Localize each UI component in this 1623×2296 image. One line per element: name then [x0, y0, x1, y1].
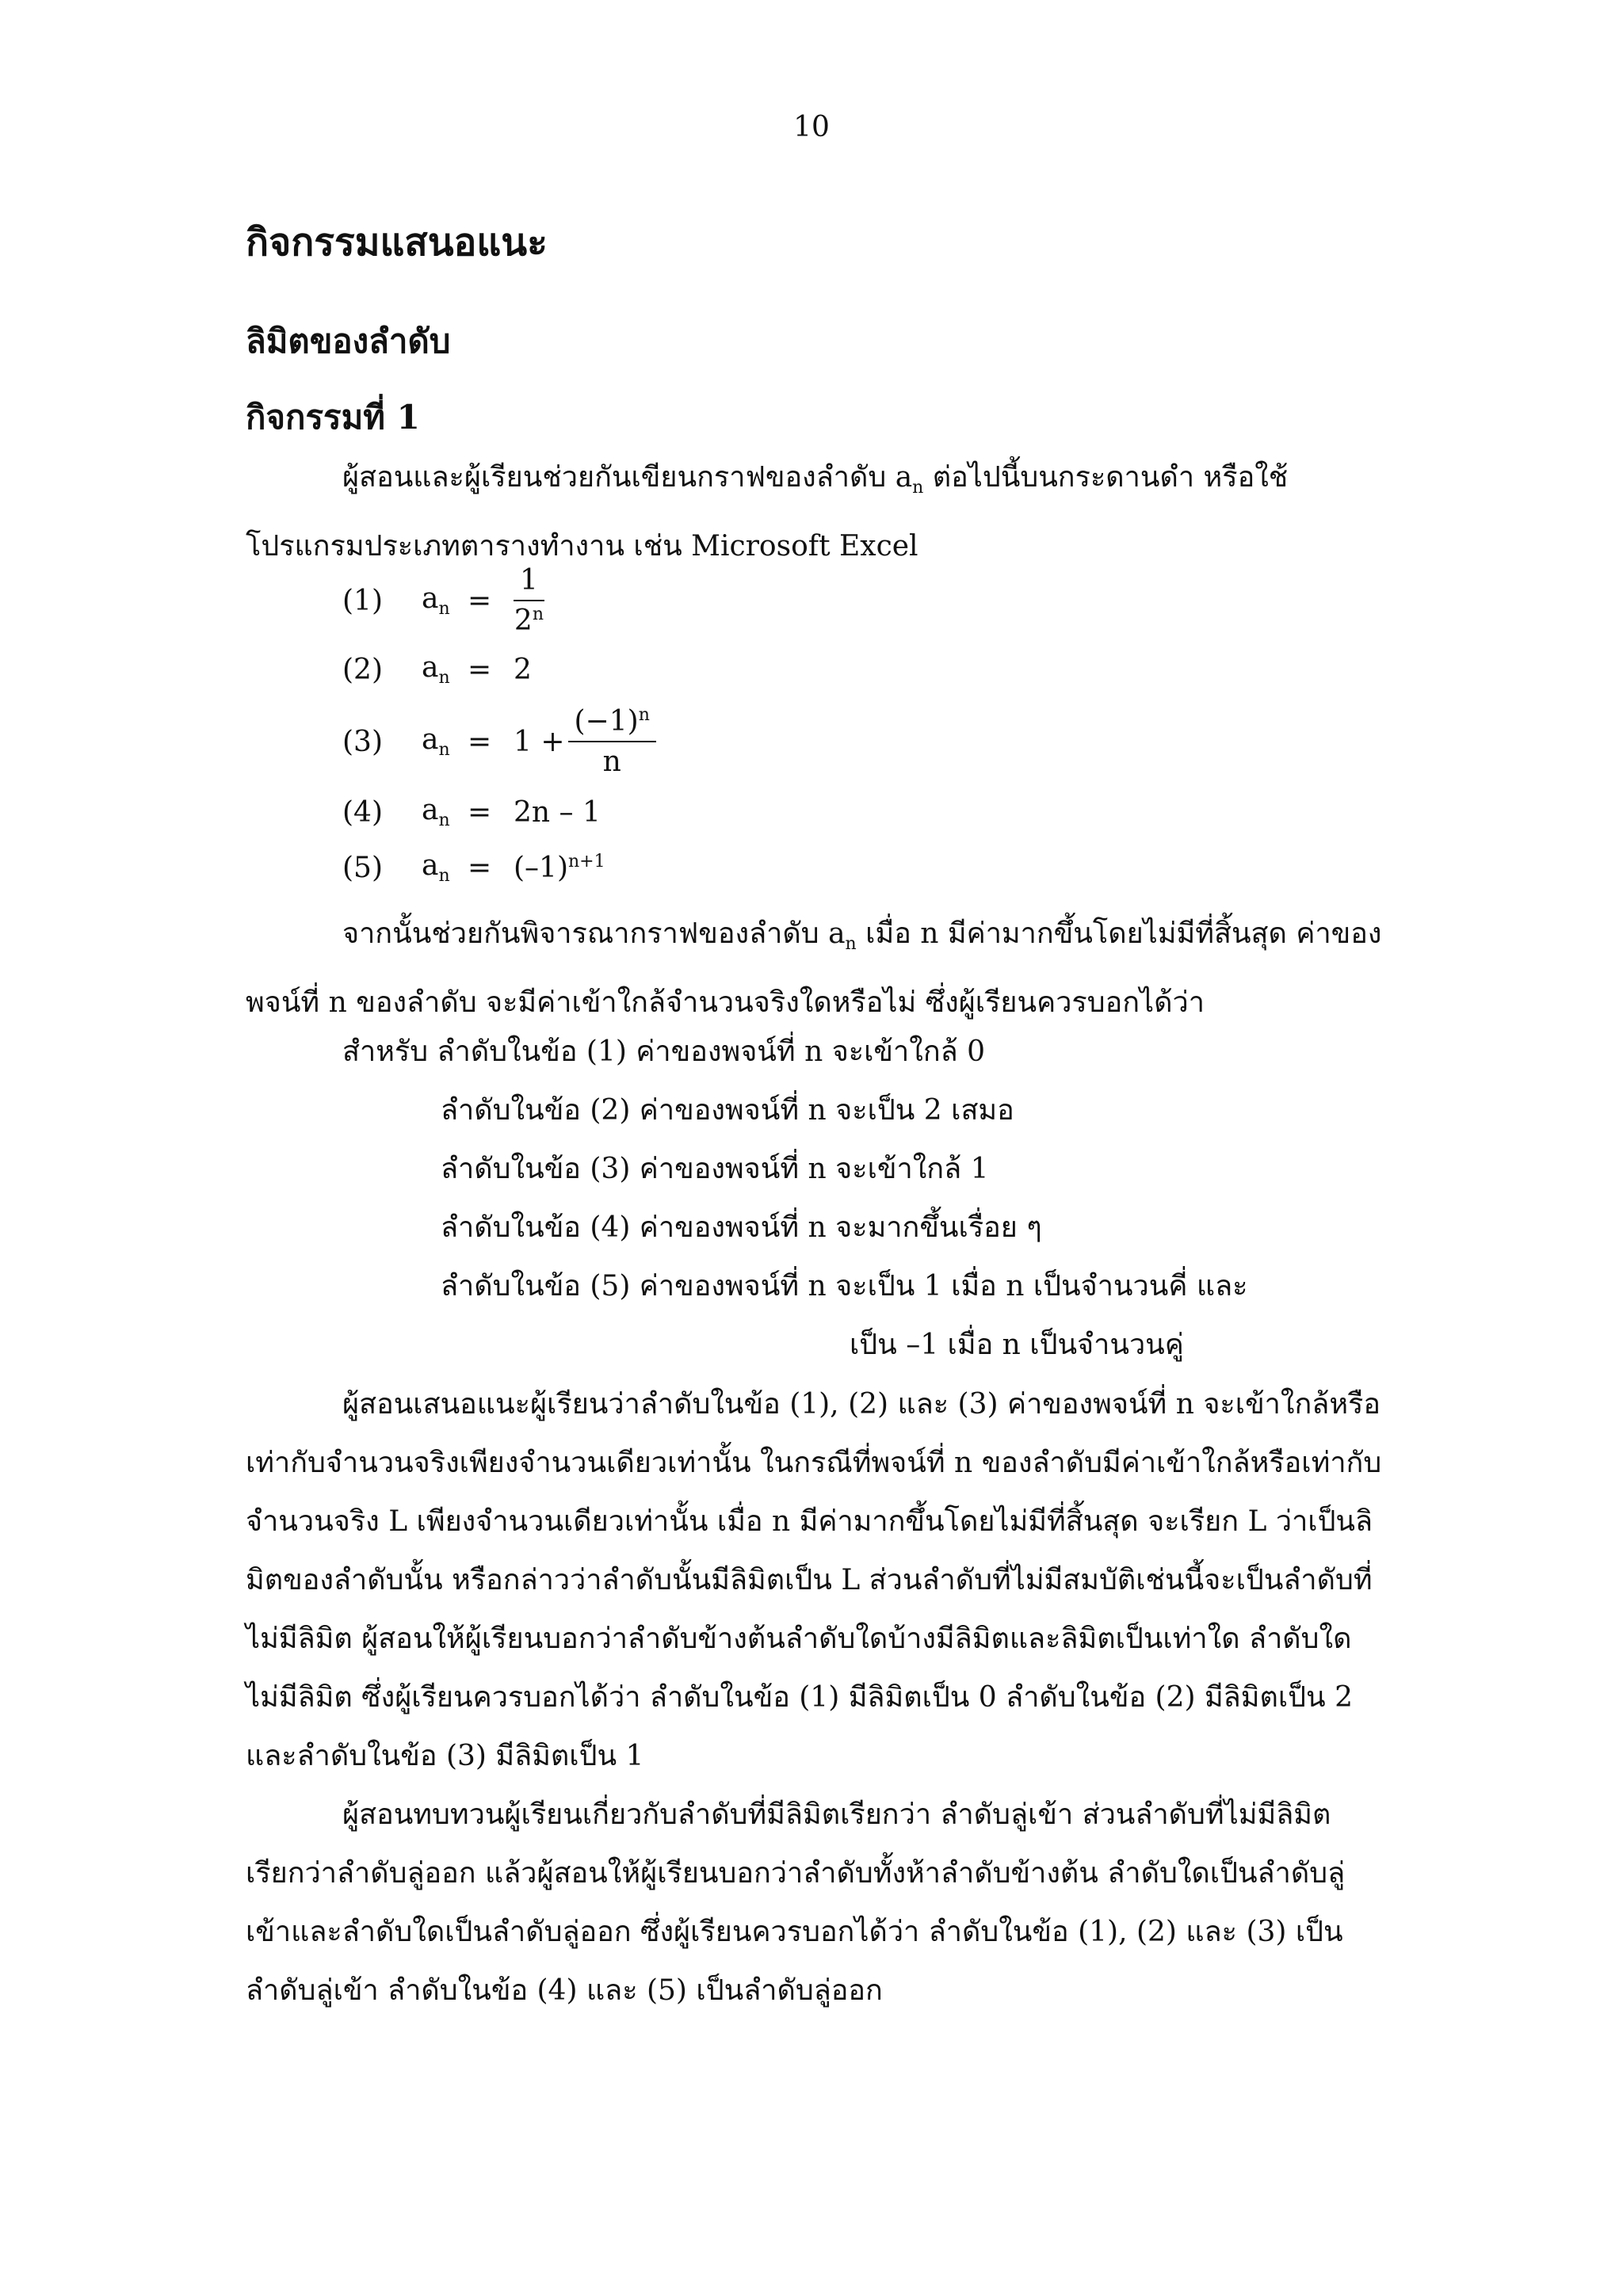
result-item-2: ลำดับในข้อ (2) ค่าของพจน์ที่ n จะเป็น 2 เสมอ: [441, 1094, 1014, 1127]
convergence-paragraph: ผู้สอนทบทวนผู้เรียนเกี่ยวกับลำดับที่มีลิมิตเรียกว่า ลำดับลู่เข้า ส่วนลำดับที่ไม่มีลิมิตเรียกว่าลำดับลู่ออก แล้วผู้สอนให้ผู้เรียนบอกว่าลำดับทั้งห้าลำดับข้างต้น ลำดับใดเป็นลำดับลู่เข้าและลำดับใดเป็นลำดับลู่ออก ซึ่งผู้เรียนควรบอกได้ว่า ลำดับในข้อ (1), (2) และ (3) เป็นลำดับลู่เข้า ลำดับในข้อ (4) และ (5) เป็นลำดับลู่ออก: [246, 1798, 1346, 2007]
result-item-5: ลำดับในข้อ (5) ค่าของพจน์ที่ n จะเป็น 1 เมื่อ n เป็นจำนวนคี่ และ: [441, 1270, 1248, 1302]
equation-4: (4) $a_n$ = 2n – 1: [342, 794, 601, 831]
result-item-1: สำหรับ ลำดับในข้อ (1) ค่าของพจน์ที่ n จะเข้าใกล้ 0: [342, 1035, 986, 1068]
equation-2: (2) $a_n$ = 2: [342, 651, 532, 688]
limit-paragraph: ผู้สอนเสนอแนะผู้เรียนว่าลำดับในข้อ (1), (2) และ (3) ค่าของพจน์ที่ n จะเข้าใกล้หรือเท่ากับจำนวนจริงเพียงจำนวนเดียวเท่านั้น ในกรณีที่พจน์ที่ n ของลำดับมีค่าเข้าใกล้หรือเท่ากับจำนวนจริง L เพียงจำนวนเดียวเท่านั้น เมื่อ n มีค่ามากขึ้นโดยไม่มีที่สิ้นสุด จะเรียก L ว่าเป็นลิมิตของลำดับนั้น หรือกล่าวว่าลำดับนั้นมีลิมิตเป็น L ส่วนลำดับที่ไม่มีสมบัติเช่นนี้จะเป็นลำดับที่ไม่มีลิมิต ผู้สอนให้ผู้เรียนบอกว่าลำดับข้างต้นลำดับใดบ้างมีลิมิตและลิมิตเป็นเท่าใด ลำดับใดไม่มีลิมิต ซึ่งผู้เรียนควรบอกได้ว่า ลำดับในข้อ (1) มีลิมิตเป็น 0 ลำดับในข้อ (2) มีลิมิตเป็น 2 และลำดับในข้อ (3) มีลิมิตเป็น 1: [246, 1388, 1382, 1772]
topic-title: ลิมิตของลำดับ: [246, 322, 451, 360]
page-number: 10: [793, 111, 830, 143]
result-item-3: ลำดับในข้อ (3) ค่าของพจน์ที่ n จะเข้าใกล้ 1: [441, 1153, 989, 1185]
result-item-4: ลำดับในข้อ (4) ค่าของพจน์ที่ n จะมากขึ้นเรื่อย ๆ: [441, 1211, 1042, 1244]
intro-paragraph: ผู้สอนและผู้เรียนช่วยกันเขียนกราฟของลำดับ $a_n$ ต่อไปนี้บนกระดานดำ หรือใช้โปรแกรมประเภทตารางทำงาน เช่น Microsoft Excel: [246, 461, 1289, 563]
section-title: กิจกรรมแสนอแนะ: [246, 220, 548, 265]
equation-3: (3) $a_n$ = 1 + $\frac{(-1)^n}{n}$: [342, 705, 656, 778]
activity-title: กิจกรรมที่ 1: [246, 398, 420, 437]
fraction: $\frac{1}{2^n}$: [514, 564, 544, 637]
fraction: $\frac{(-1)^n}{n}$: [568, 705, 656, 778]
equation-1: (1) $a_n$ = $\frac{1}{2^n}$: [342, 564, 544, 637]
result-item-5-cont: เป็น –1 เมื่อ n เป็นจำนวนคู่: [850, 1329, 1184, 1361]
consider-paragraph: จากนั้นช่วยกันพิจารณากราฟของลำดับ $a_n$ เมื่อ n มีค่ามากขึ้นโดยไม่มีที่สิ้นสุด ค่าของพจน์ที่ n ของลำดับ จะมีค่าเข้าใกล้จำนวนจริงใดหรือไม่ ซึ่งผู้เรียนควรบอกได้ว่า: [246, 917, 1382, 1020]
equation-5: (5) $a_n$ = $(-1)^{n+1}$: [342, 849, 605, 887]
